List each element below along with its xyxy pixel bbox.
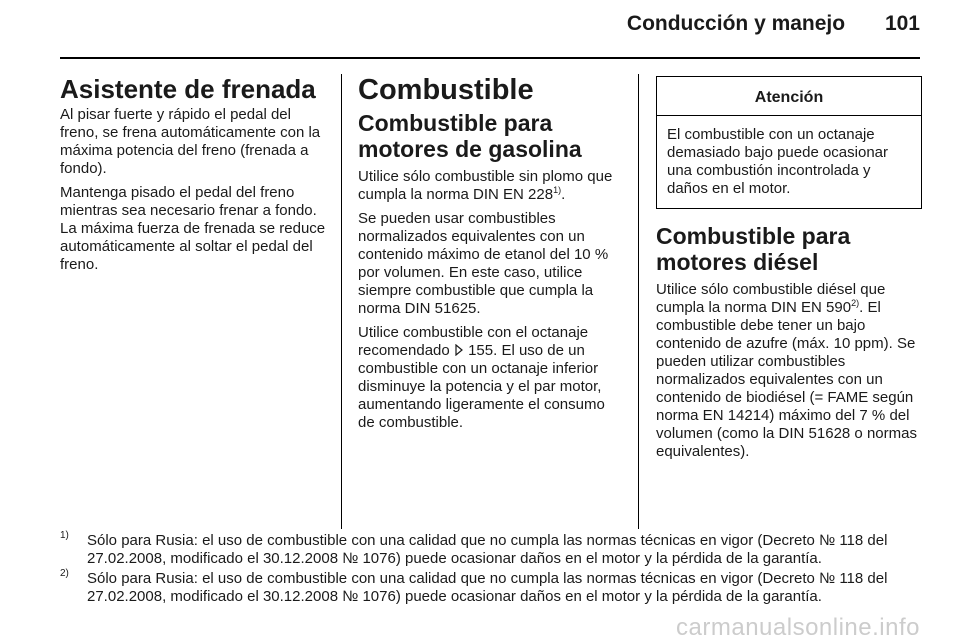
header-rule xyxy=(60,57,920,59)
footnote-ref[interactable]: 2) xyxy=(851,298,860,308)
page-ref-link[interactable]: 155 xyxy=(468,342,494,359)
paragraph-text: Utilice sólo combustible diésel que cumpla la norma DIN EN 590 xyxy=(656,281,886,316)
paragraph-text: . El combustible debe tener un bajo contenido de azufre (máx. 10 ppm). Se pueden utilizar combustibles normalizados equivalentes con un contenido de biodiésel (= FAME según norma EN 14214) máximo del 7 % del volumen (como la DIN 51628 o normas equivalentes). xyxy=(656,299,917,460)
warning-title: Atención xyxy=(657,77,921,116)
paragraph-text: Utilice combustible con el octanaje recomendado xyxy=(358,324,589,359)
watermark: carmanualsonline.info xyxy=(676,614,920,641)
column-brake-assist xyxy=(60,74,328,280)
footnote-text: Sólo para Rusia: el uso de combustible con una calidad que no cumpla las normas técnicas en vigor (Decreto № 118 del 27.02.2008, modificado el 30.12.2008 № 1076) puede ocasionar daños en el motor y la pérdida de la garantía. xyxy=(87,570,888,605)
footnotes xyxy=(60,532,920,608)
paragraph: Mantenga pisado el pedal del freno mientras sea necesario frenar a fondo. La máxima fuerza de frenada se reduce automáticamente al soltar el pedal del freno. xyxy=(60,184,326,273)
paragraph xyxy=(358,168,624,204)
column-diesel xyxy=(656,74,922,467)
paragraph: Se pueden usar combustibles normalizados equivalentes con un contenido máximo de etanol del 10 % por volumen. En este caso, utilice siempre combustible que cumpla la norma DIN 51625. xyxy=(358,210,609,317)
warning-body xyxy=(657,116,921,208)
heading-brake-assist: Asistente de frenada xyxy=(60,74,316,104)
heading-fuel: Combustible xyxy=(358,74,534,106)
page-ref-arrow-icon xyxy=(454,344,464,356)
subheading-diesel: Combustible para motores diésel xyxy=(656,223,851,275)
paragraph-text: Utilice sólo combustible sin plomo que cumpla la norma DIN EN 228 xyxy=(358,168,613,203)
paragraph xyxy=(656,281,922,461)
footnote-ref[interactable]: 1) xyxy=(553,185,562,195)
section-title: Conducción y manejo xyxy=(626,12,846,35)
paragraph: Al pisar fuerte y rápido el pedal del freno, se frena automáticamente con la máxima potencia del freno (frenada a fondo). xyxy=(60,106,321,177)
column-divider xyxy=(638,74,639,529)
paragraph-text: . xyxy=(561,186,566,203)
footnote xyxy=(60,570,920,606)
warning-box xyxy=(656,76,922,209)
footnote-text: Sólo para Rusia: el uso de combustible con una calidad que no cumpla las normas técnicas en vigor (Decreto № 118 del 27.02.2008, modificado el 30.12.2008 № 1076) puede ocasionar daños en el motor y la pérdida de la garantía. xyxy=(87,532,888,567)
column-fuel xyxy=(358,74,624,438)
footnote-mark: 1) xyxy=(60,530,69,541)
footnote xyxy=(60,532,920,568)
warning-text: El combustible con un octanaje demasiado bajo puede ocasionar una combustión incontrolada y daños en el motor. xyxy=(667,126,888,197)
page-header xyxy=(627,12,920,36)
paragraph xyxy=(358,324,624,432)
column-divider xyxy=(341,74,342,529)
paragraph-text: . El uso de un combustible con un octanaje inferior disminuye la potencia y el par motor, aumentando ligeramente el consumo de combustible. xyxy=(358,342,605,431)
subheading-gasoline: Combustible para motores de gasolina xyxy=(358,110,582,162)
footnote-mark: 2) xyxy=(60,568,69,579)
page-number: 101 xyxy=(884,12,920,35)
